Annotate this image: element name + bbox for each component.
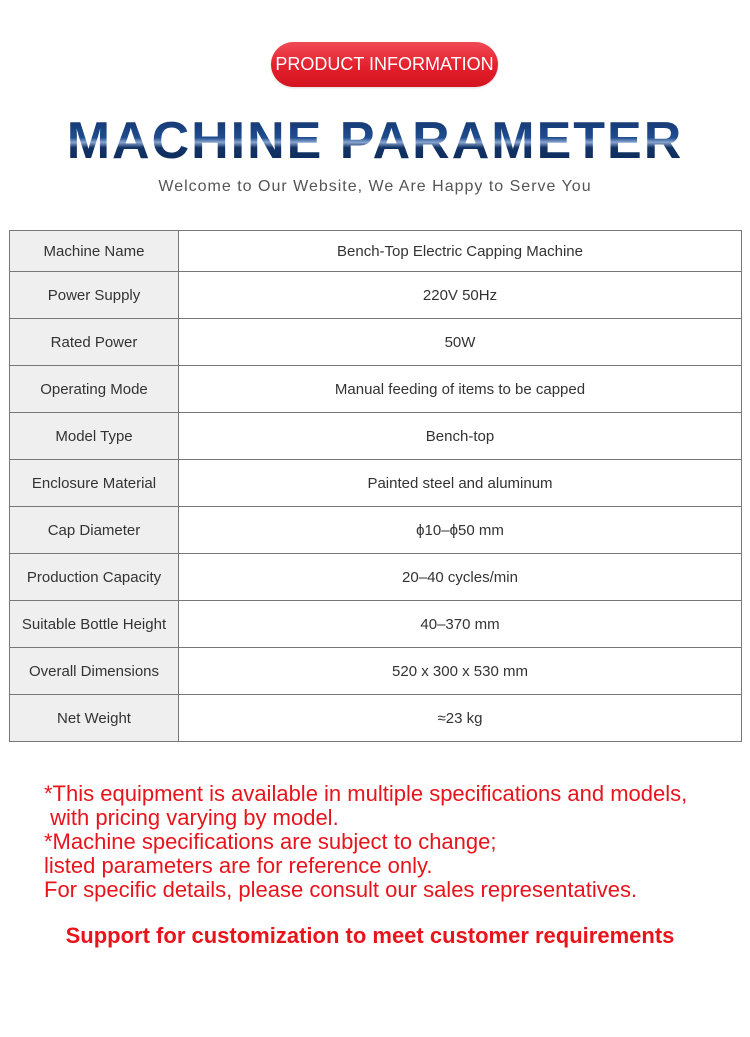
table-row <box>10 695 742 742</box>
table-row <box>10 366 742 413</box>
table-row <box>10 507 742 554</box>
disclaimer-notes <box>44 782 734 902</box>
parameter-label: Overall Dimensions <box>10 648 179 695</box>
parameter-label: Cap Diameter <box>10 507 179 554</box>
parameter-label: Net Weight <box>10 695 179 742</box>
page-title: MACHINE PARAMETER <box>0 108 750 174</box>
note-line: with pricing varying by model. <box>44 805 339 830</box>
customization-statement: Support for customization to meet customer requirements <box>65 923 675 948</box>
parameter-value: Bench-top <box>179 413 742 460</box>
table-row <box>10 601 742 648</box>
table-row <box>10 460 742 507</box>
parameter-value: 220V 50Hz <box>179 272 742 319</box>
parameter-value: 20–40 cycles/min <box>179 554 742 601</box>
table-row <box>10 648 742 695</box>
table-row <box>10 413 742 460</box>
parameter-value: ≈23 kg <box>179 695 742 742</box>
parameter-label: Rated Power <box>10 319 179 366</box>
parameter-value: Manual feeding of items to be capped <box>179 366 742 413</box>
parameter-label: Production Capacity <box>10 554 179 601</box>
note-line: For specific details, please consult our sales representatives. <box>44 877 638 902</box>
parameter-label: Operating Mode <box>10 366 179 413</box>
note-line: *Machine specifications are subject to change; <box>44 829 497 854</box>
table-row <box>10 272 742 319</box>
parameter-value: 50W <box>179 319 742 366</box>
table-row <box>10 554 742 601</box>
parameter-value: Bench-Top Electric Capping Machine <box>179 231 742 272</box>
table-row <box>10 231 742 272</box>
parameter-table <box>9 230 742 742</box>
page-subtitle: Welcome to Our Website, We Are Happy to Serve You <box>158 178 592 195</box>
parameter-value: Painted steel and aluminum <box>179 460 742 507</box>
parameter-value: ϕ10–ϕ50 mm <box>179 507 742 554</box>
parameter-label: Model Type <box>10 413 179 460</box>
parameter-label: Suitable Bottle Height <box>10 601 179 648</box>
parameter-label: Enclosure Material <box>10 460 179 507</box>
parameter-label: Machine Name <box>10 231 179 272</box>
table-row <box>10 319 742 366</box>
parameter-value: 40–370 mm <box>179 601 742 648</box>
note-line: listed parameters are for reference only. <box>44 853 433 878</box>
parameter-label: Power Supply <box>10 272 179 319</box>
parameter-value: 520 x 300 x 530 mm <box>179 648 742 695</box>
product-information-badge: PRODUCT INFORMATION <box>271 42 498 87</box>
note-line: *This equipment is available in multiple specifications and models, <box>44 781 688 806</box>
